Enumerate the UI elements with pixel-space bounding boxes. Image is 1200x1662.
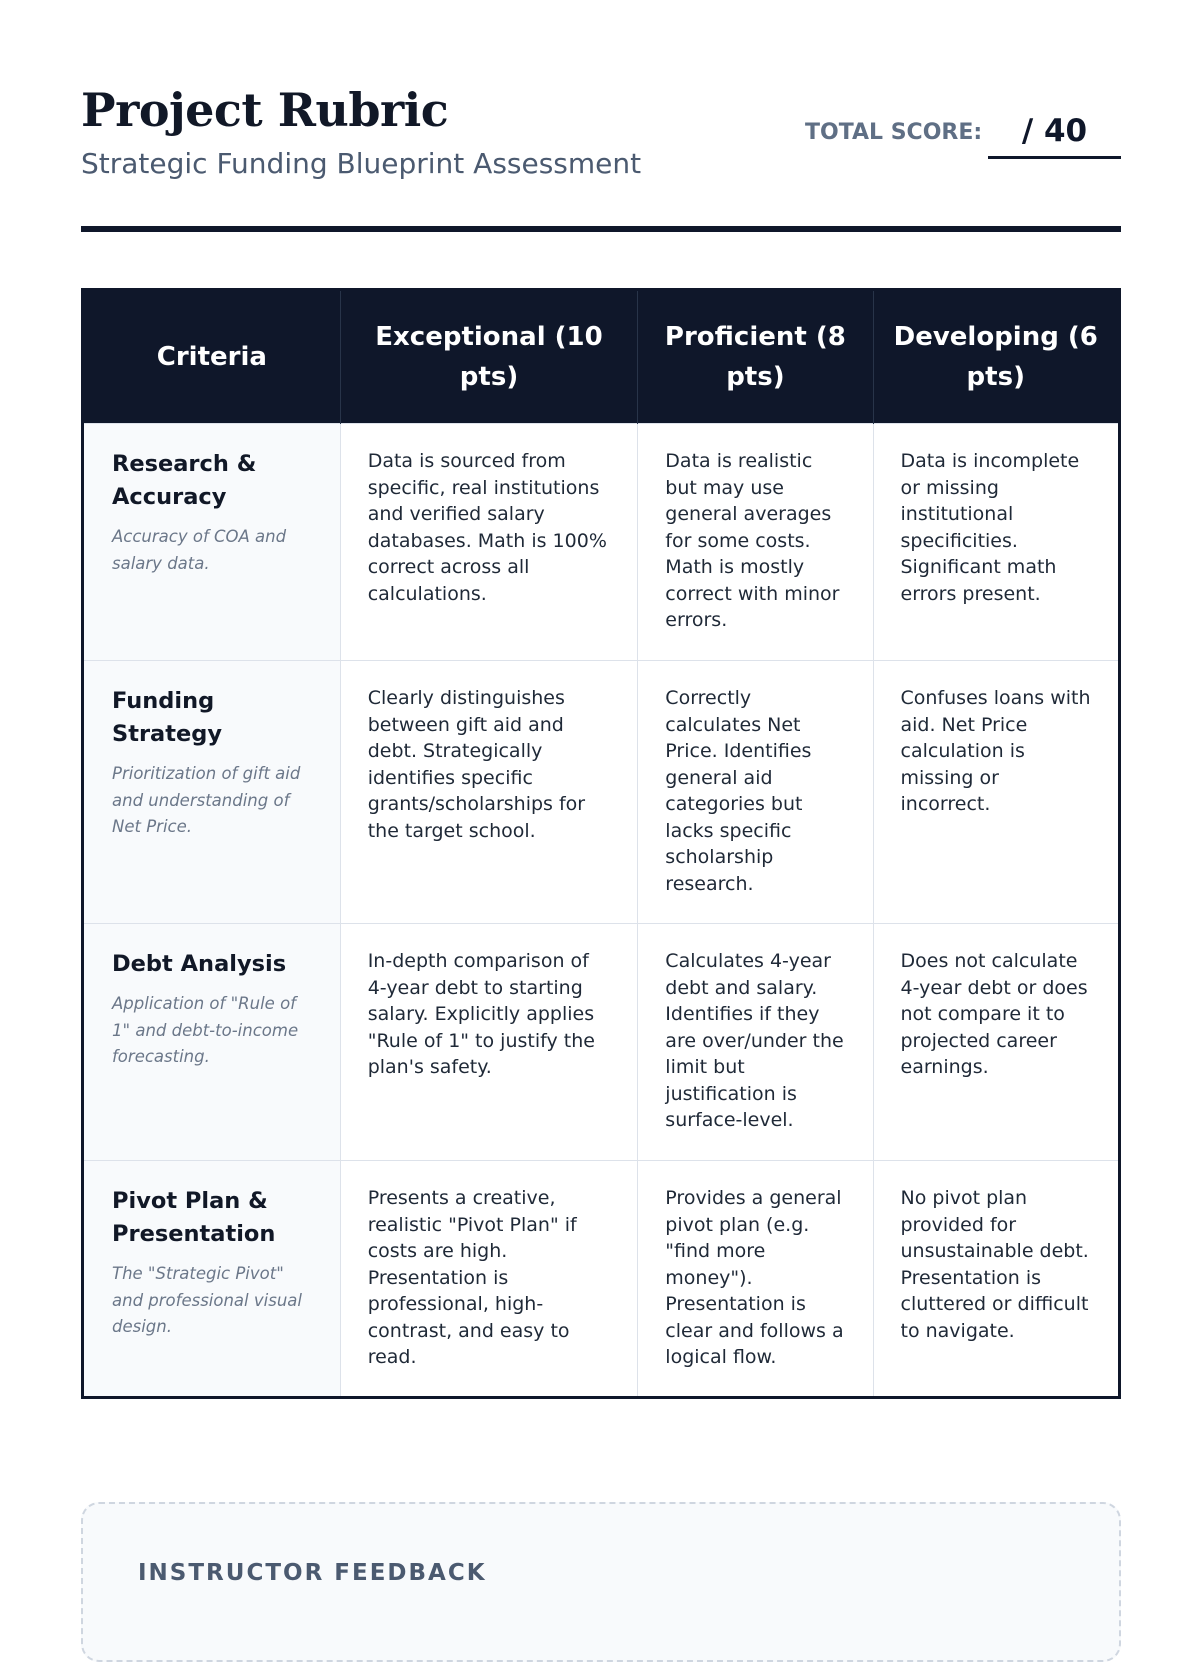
criteria-name: Debt Analysis — [112, 951, 287, 977]
proficient-cell: Data is realistic but may use general averages for some costs. Math is mostly correct with minor errors. — [638, 424, 873, 661]
column-header-exceptional: Exceptional (10 pts) — [340, 290, 638, 424]
criteria-cell — [83, 924, 341, 1161]
page-subtitle: Strategic Funding Blueprint Assessment — [81, 147, 642, 180]
table-row — [83, 424, 1120, 661]
rubric-table — [81, 288, 1121, 1399]
rubric-page — [81, 0, 1121, 1586]
exceptional-cell: Clearly distinguishes between gift aid and debt. Strategically identifies specific grants/scholarships for the target school. — [340, 661, 638, 924]
instructor-feedback-box[interactable] — [81, 1502, 1121, 1662]
table-header-row — [83, 290, 1120, 424]
proficient-cell: Calculates 4-year debt and salary. Identifies if they are over/under the limit but justification is surface-level. — [638, 924, 873, 1161]
criteria-description: Accuracy of COA and salary data. — [112, 527, 287, 573]
exceptional-cell: Presents a creative, realistic "Pivot Plan" if costs are high. Presentation is professional, high-contrast, and easy to read. — [340, 1161, 638, 1398]
column-header-proficient: Proficient (8 pts) — [638, 290, 873, 424]
criteria-cell — [83, 661, 341, 924]
column-header-criteria: Criteria — [83, 290, 341, 424]
exceptional-cell: In-depth comparison of 4-year debt to starting salary. Explicitly applies "Rule of 1" to justify the plan's safety. — [340, 924, 638, 1161]
table-row — [83, 1161, 1120, 1398]
criteria-description: Prioritization of gift aid and understanding of Net Price. — [112, 764, 301, 836]
proficient-cell: Provides a general pivot plan (e.g. "find more money"). Presentation is clear and follows a logical flow. — [638, 1161, 873, 1398]
criteria-name: Pivot Plan & Presentation — [112, 1188, 276, 1247]
criteria-name: Funding Strategy — [112, 688, 223, 747]
instructor-feedback-label: INSTRUCTOR FEEDBACK — [138, 1560, 487, 1586]
criteria-cell — [83, 1161, 341, 1398]
proficient-cell: Correctly calculates Net Price. Identifies general aid categories but lacks specific scholarship research. — [638, 661, 873, 924]
developing-cell: No pivot plan provided for unsustainable debt. Presentation is cluttered or difficult to navigate. — [873, 1161, 1120, 1398]
criteria-name: Research & Accuracy — [112, 451, 257, 510]
total-score-field[interactable]: / 40 — [988, 108, 1121, 159]
criteria-description: Application of "Rule of 1" and debt-to-income forecasting. — [112, 994, 299, 1066]
page-title: Project Rubric — [81, 83, 449, 137]
table-row — [83, 924, 1120, 1161]
developing-cell: Data is incomplete or missing institutional specificities. Significant math errors present. — [873, 424, 1120, 661]
exceptional-cell: Data is sourced from specific, real institutions and verified salary databases. Math is 100% correct across all calculations. — [340, 424, 638, 661]
criteria-cell — [83, 424, 341, 661]
criteria-description: The "Strategic Pivot" and professional visual design. — [112, 1264, 302, 1336]
developing-cell: Does not calculate 4-year debt or does not compare it to projected career earnings. — [873, 924, 1120, 1161]
column-header-developing: Developing (6 pts) — [873, 290, 1120, 424]
developing-cell: Confuses loans with aid. Net Price calculation is missing or incorrect. — [873, 661, 1120, 924]
total-score-label: TOTAL SCORE: — [805, 120, 983, 145]
header-divider — [81, 226, 1121, 232]
table-row — [83, 661, 1120, 924]
page-header — [81, 0, 1121, 232]
